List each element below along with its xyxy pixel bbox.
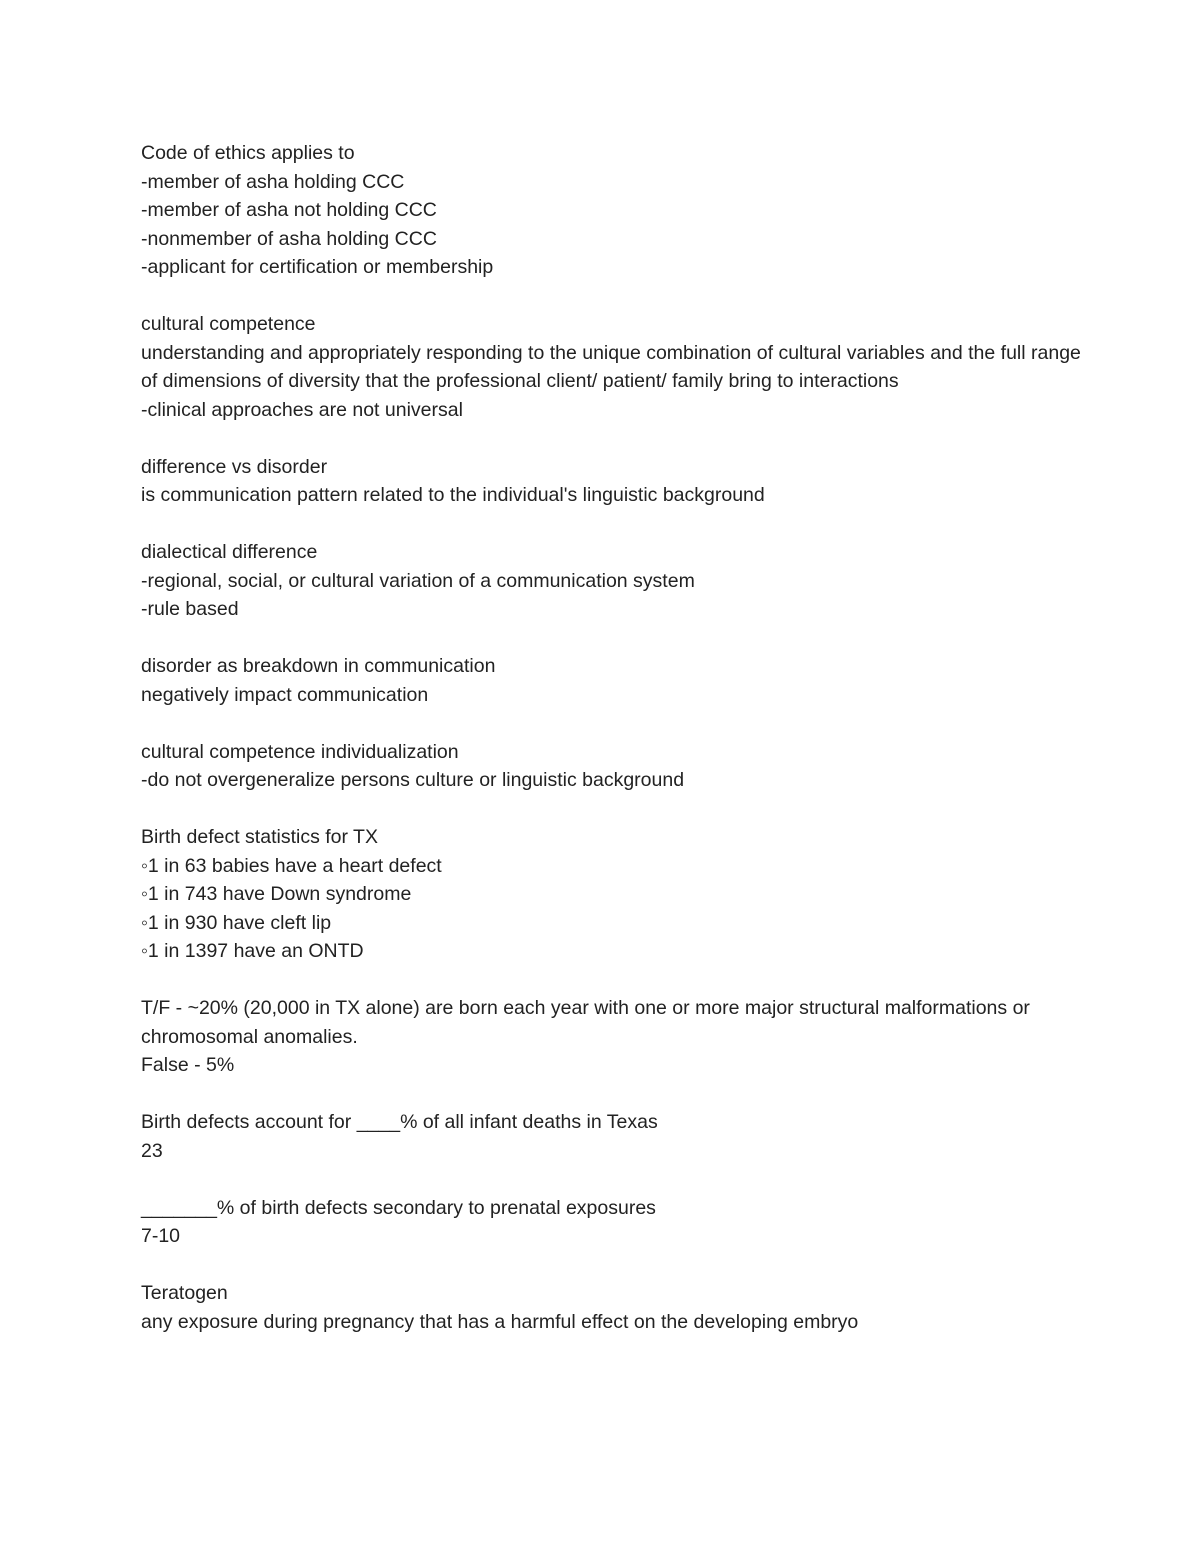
definition-line: -regional, social, or cultural variation of a communication system — [141, 569, 695, 592]
term-heading: Code of ethics applies to — [141, 142, 355, 164]
definition-line: -clinical approaches are not universal — [141, 398, 463, 421]
term-heading: cultural competence individualization — [141, 740, 459, 763]
term-heading: _______% of birth defects secondary to prenatal exposures — [141, 1196, 656, 1219]
section-true-false — [141, 994, 1101, 1080]
section-dialectical-difference — [141, 538, 1101, 624]
definition-line: understanding and appropriately responding to the unique combination of cultural variables and the full range of dimensions of diversity that the professional client/ patient/ family bring to interactions — [141, 341, 1081, 392]
definition-line: any exposure during pregnancy that has a harmful effect on the developing embryo — [141, 1310, 859, 1333]
definition-line: -applicant for certification or membership — [141, 256, 494, 278]
definition-line: -member of asha not holding CCC — [141, 199, 437, 221]
term-heading: Teratogen — [141, 1282, 228, 1304]
section-disorder-breakdown — [141, 652, 1101, 709]
term-heading: disorder as breakdown in communication — [141, 655, 496, 677]
answer-line: False - 5% — [141, 1054, 235, 1076]
bullet-line: ◦1 in 930 have cleft lip — [141, 911, 332, 934]
section-prenatal-exposures — [141, 1194, 1101, 1251]
section-infant-deaths — [141, 1108, 1101, 1165]
definition-line: -member of asha holding CCC — [141, 170, 405, 193]
definition-line: -do not overgeneralize persons culture or linguistic background — [141, 769, 685, 791]
bullet-line: ◦1 in 743 have Down syndrome — [141, 883, 412, 905]
definition-line: -nonmember of asha holding CCC — [141, 227, 437, 250]
term-heading: Birth defects account for ____% of all infant deaths in Texas — [141, 1111, 658, 1133]
section-cultural-competence — [141, 310, 1101, 424]
term-heading: Birth defect statistics for TX — [141, 826, 378, 848]
answer-line: 23 — [141, 1139, 163, 1162]
definition-line: -rule based — [141, 598, 239, 620]
bullet-line: ◦1 in 63 babies have a heart defect — [141, 854, 442, 877]
bullet-line: ◦1 in 1397 have an ONTD — [141, 940, 364, 962]
section-birth-defect-statistics — [141, 823, 1101, 966]
section-teratogen — [141, 1279, 1101, 1336]
term-heading: cultural competence — [141, 313, 316, 335]
term-heading: T/F - ~20% (20,000 in TX alone) are born each year with one or more major structural malformations or chromosomal anomalies. — [141, 997, 1030, 1048]
definition-line: negatively impact communication — [141, 683, 429, 706]
section-cultural-competence-individualization — [141, 738, 1101, 795]
section-difference-vs-disorder — [141, 453, 1101, 510]
definition-line: is communication pattern related to the individual's linguistic background — [141, 484, 765, 506]
term-heading: dialectical difference — [141, 541, 318, 563]
document-page — [141, 139, 1101, 1365]
section-code-of-ethics — [141, 139, 1101, 282]
term-heading: difference vs disorder — [141, 455, 328, 478]
answer-line: 7-10 — [141, 1225, 181, 1247]
